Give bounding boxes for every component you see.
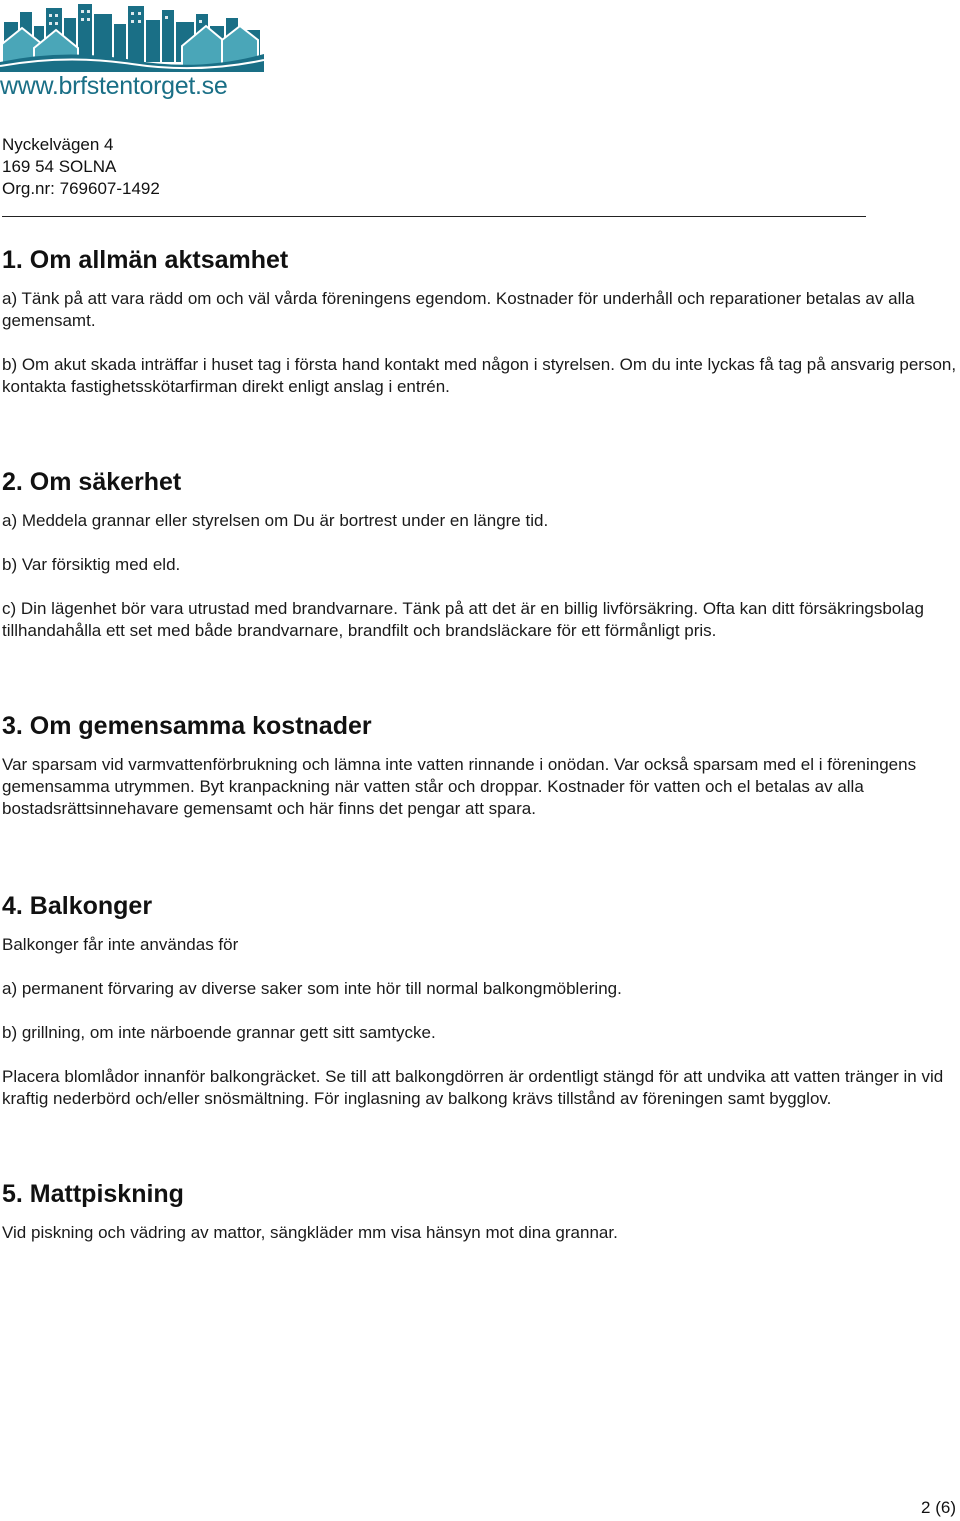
- address-street: Nyckelvägen 4: [2, 135, 114, 154]
- paragraph: b) Om akut skada inträffar i huset tag i första hand kontakt med någon i styrelsen. Om du inte lyckas få tag på ansvarig person, kontakta fastighetsskötarfirman direkt enligt anslag i entrén.: [2, 355, 957, 396]
- paragraph: Var sparsam vid varmvattenförbrukning och lämna inte vatten rinnande i onödan. Var också sparsam med el i föreningens gemensamma utrymmen. Byt kranpackning när vatten står och droppar. Kostnader för vatten och el betalas av alla bostadsrättsinnehavare gemensamt och här finns det pengar att spara.: [2, 755, 917, 818]
- paragraph: a) Meddela grannar eller styrelsen om Du är bortrest under en längre tid.: [2, 511, 549, 530]
- paragraph: Vid piskning och vädring av mattor, sängkläder mm visa hänsyn mot dina grannar.: [2, 1223, 618, 1242]
- paragraph: c) Din lägenhet bör vara utrustad med brandvarnare. Tänk på att det är en billig livförsäkring. Ofta kan ditt försäkringsbolag tillhandahålla ett set med både brandvarnare, brandfilt och brandsläckare för ett förmånligt pris.: [2, 599, 924, 640]
- section-title: 3. Om gemensamma kostnader: [2, 712, 372, 740]
- paragraph: Balkonger får inte användas för: [2, 935, 239, 954]
- address-orgnr: Org.nr: 769607-1492: [2, 179, 160, 198]
- section-5: [2, 1172, 957, 1244]
- logo: [0, 0, 264, 106]
- section-title: 1. Om allmän aktsamhet: [2, 246, 289, 274]
- page-number: 2 (6): [921, 1498, 956, 1517]
- section-3: [2, 704, 957, 820]
- section-2: [2, 460, 957, 642]
- section-title: 4. Balkonger: [2, 892, 153, 920]
- section-4: [2, 884, 957, 1110]
- paragraph: a) Tänk på att vara rädd om och väl vårda föreningens egendom. Kostnader för underhåll och reparationer betalas av alla gemensamt.: [2, 289, 915, 330]
- address-postal: 169 54 SOLNA: [2, 157, 117, 176]
- paragraph: a) permanent förvaring av diverse saker som inte hör till normal balkongmöblering.: [2, 979, 622, 998]
- address-block: [2, 134, 160, 200]
- section-1: [2, 238, 957, 398]
- paragraph: Placera blomlådor innanför balkongräcket. Se till att balkongdörren är ordentligt stängd för att undvika att vatten tränger in vid kraftig nederbörd och/eller snösmältning. För inglasning av balkong krävs tillstånd av föreningen samt bygglov.: [2, 1067, 944, 1108]
- header-divider: [2, 216, 866, 217]
- city-skyline-logo-icon: [0, 0, 264, 72]
- paragraph: b) grillning, om inte närboende grannar gett sitt samtycke.: [2, 1023, 436, 1042]
- logo-url: www.brfstentorget.se: [0, 72, 228, 100]
- document-body: [2, 238, 957, 1244]
- section-title: 5. Mattpiskning: [2, 1180, 184, 1208]
- section-title: 2. Om säkerhet: [2, 468, 182, 496]
- paragraph: b) Var försiktig med eld.: [2, 555, 181, 574]
